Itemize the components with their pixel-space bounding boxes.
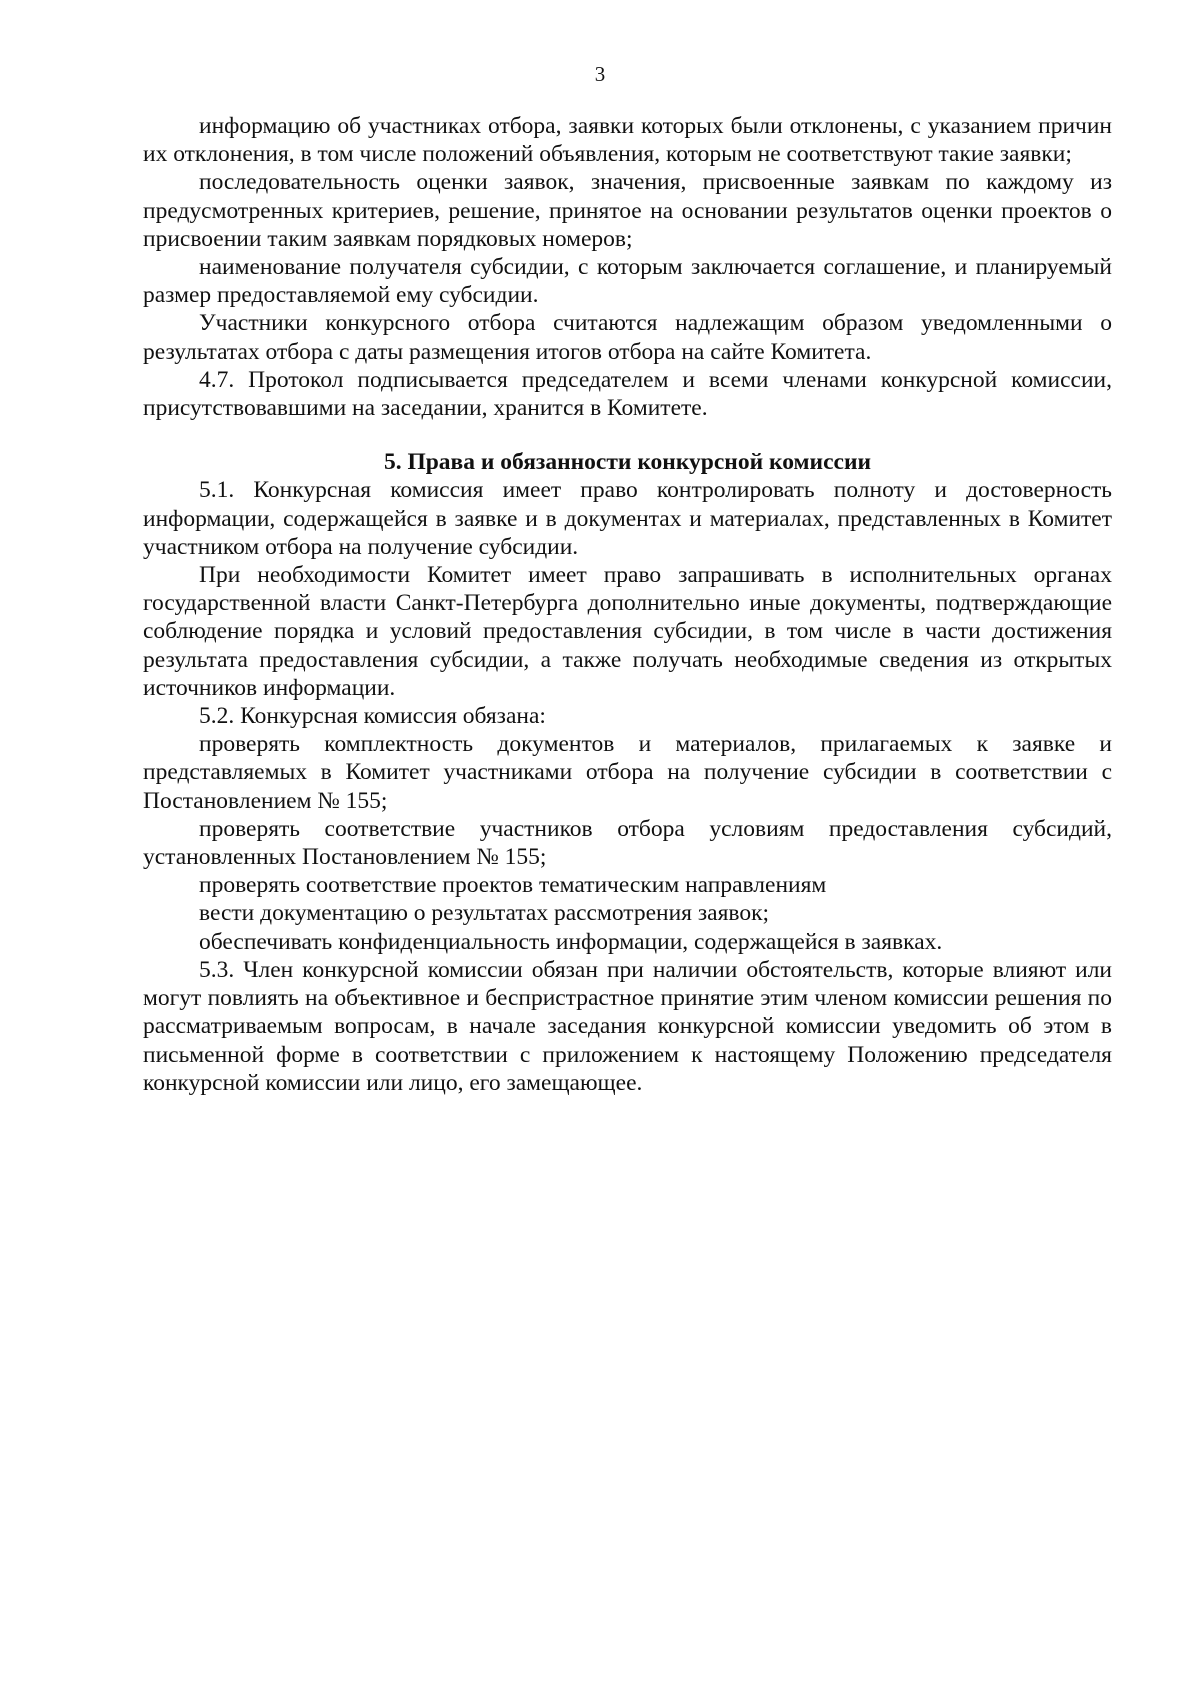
paragraph-5-2: 5.2. Конкурсная комиссия обязана: bbox=[199, 703, 546, 730]
paragraph-5-3: 5.3. Член конкурсной комиссии обязан при наличии обстоятельств, которые влияют или могут повлиять на объективное и беспристрастное принятие этим членом комиссии решения по рассматриваемым вопросам, в начале заседания конкурсной комиссии уведомить об этом в письменной форме в соответствии с приложением к настоящему Положению председателя конкурсной комиссии или лицо, его замещающее. bbox=[143, 956, 1112, 1096]
paragraph-recipient-name: наименование получателя субсидии, с которым заключается соглашение, и планируемый размер предоставляемой ему субсидии. bbox=[143, 254, 1112, 309]
paragraph-5-1-request: При необходимости Комитет имеет право запрашивать в исполнительных органах государственной власти Санкт-Петербурга дополнительно иные документы, подтверждающие соблюдение порядка и условий предоставления субсидии, в том числе в части достижения результата предоставления субсидии, а также получать необходимые сведения из открытых источников информации. bbox=[143, 562, 1112, 701]
section-heading: 5. Права и обязанности конкурсной комиссии bbox=[383, 449, 872, 476]
paragraph-4-7: 4.7. Протокол подписывается председателем и всеми членами конкурсной комиссии, присутствовавшими на заседании, хранится в Комитете. bbox=[143, 366, 1112, 422]
duty-item: проверять комплектность документов и материалов, прилагаемых к заявке и представляемых в Комитет участниками отбора на получение субсидии в соответствии с Постановлением № 155; bbox=[143, 731, 1112, 814]
paragraph-rejected-participants: информацию об участниках отбора, заявки которых были отклонены, с указанием причин их отклонения, в том числе положений объявления, которым не соответствуют такие заявки; bbox=[143, 113, 1112, 168]
duty-item: обеспечивать конфиденциальность информации, содержащейся в заявках. bbox=[199, 928, 943, 955]
page-number: 3 bbox=[594, 62, 606, 86]
paragraph-evaluation-sequence: последовательность оценки заявок, значения, присвоенные заявкам по каждому из предусмотренных критериев, решение, принятое на основании результатов оценки проектов о присвоении таким заявкам порядковых номеров; bbox=[143, 169, 1112, 252]
document-body bbox=[143, 112, 1112, 1097]
paragraph-5-1: 5.1. Конкурсная комиссия имеет право контролировать полноту и достоверность информации, содержащейся в заявке и в документах и материалах, представленных в Комитет участником отбора на получение субсидии. bbox=[143, 477, 1112, 560]
duty-item: проверять соответствие участников отбора условиям предоставления субсидий, установленных Постановлением № 155; bbox=[143, 815, 1112, 871]
duty-item: вести документацию о результатах рассмотрения заявок; bbox=[199, 900, 770, 927]
paragraph-notification: Участники конкурсного отбора считаются надлежащим образом уведомленными о результатах отбора с даты размещения итогов отбора на сайте Комитета. bbox=[143, 310, 1112, 365]
duty-item: проверять соответствие проектов тематическим направлениям bbox=[199, 872, 827, 899]
